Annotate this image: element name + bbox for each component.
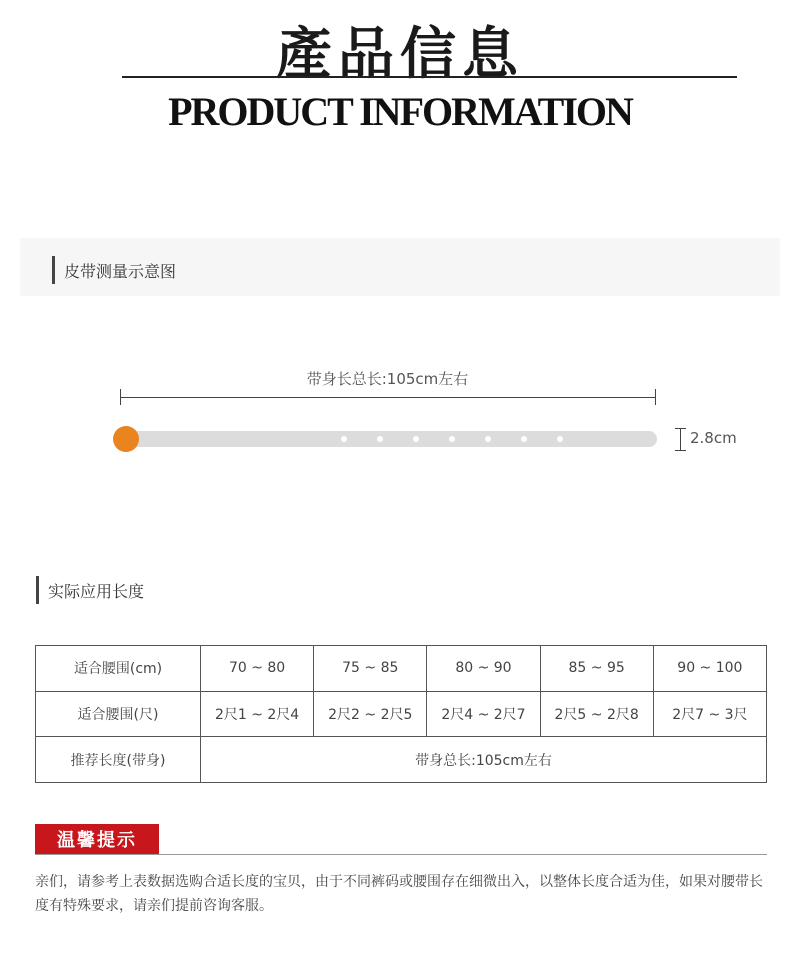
belt-hole bbox=[413, 436, 419, 442]
width-tick-top bbox=[675, 428, 686, 429]
size-section-heading bbox=[36, 576, 144, 604]
table-cell: 85 ~ 95 bbox=[540, 646, 653, 692]
tip-divider bbox=[35, 854, 767, 855]
belt-hole bbox=[341, 436, 347, 442]
belt-hole bbox=[449, 436, 455, 442]
belt-strap bbox=[120, 431, 657, 447]
table-cell: 2尺2 ~ 2尺5 bbox=[314, 691, 427, 737]
table-cell: 90 ~ 100 bbox=[653, 646, 766, 692]
belt-buckle bbox=[113, 426, 139, 452]
table-cell: 2尺5 ~ 2尺8 bbox=[540, 691, 653, 737]
tip-text: 亲们，请参考上表数据选购合适长度的宝贝，由于不同裤码或腰围存在细微出入，以整体长度合适为佳，如果对腰带长度有特殊要求，请亲们提前咨询客服。 bbox=[35, 874, 763, 914]
belt-hole bbox=[377, 436, 383, 442]
table-cell: 70 ~ 80 bbox=[201, 646, 314, 692]
belt-hole bbox=[485, 436, 491, 442]
page-title-cn: 產品信息 bbox=[276, 21, 524, 87]
width-dimension-line bbox=[680, 428, 681, 450]
table-cell: 2尺1 ~ 2尺4 bbox=[201, 691, 314, 737]
length-dimension-line bbox=[120, 397, 655, 398]
title-divider bbox=[122, 76, 737, 78]
page-title-en: PRODUCT INFORMATION bbox=[168, 89, 632, 134]
row-label: 推荐长度(带身) bbox=[36, 737, 201, 783]
belt-length-label: 带身长总长:105cm左右 bbox=[306, 370, 469, 388]
length-tick-left bbox=[120, 389, 121, 405]
heading-marker bbox=[52, 256, 55, 284]
size-heading-text: 实际应用长度 bbox=[48, 581, 145, 601]
table-row bbox=[36, 646, 767, 692]
length-tick-right bbox=[655, 389, 656, 405]
size-table bbox=[35, 645, 767, 783]
table-cell: 80 ~ 90 bbox=[427, 646, 540, 692]
heading-marker bbox=[36, 576, 39, 604]
table-row bbox=[36, 691, 767, 737]
diagram-heading-text: 皮带测量示意图 bbox=[64, 261, 177, 281]
belt-hole bbox=[557, 436, 563, 442]
belt-hole bbox=[521, 436, 527, 442]
row-label: 适合腰围(cm) bbox=[36, 646, 201, 692]
table-cell: 2尺4 ~ 2尺7 bbox=[427, 691, 540, 737]
tip-badge: 温馨提示 bbox=[35, 824, 159, 854]
width-tick-bottom bbox=[675, 450, 686, 451]
merged-cell: 带身总长:105cm左右 bbox=[201, 737, 767, 783]
diagram-section-heading bbox=[52, 256, 176, 284]
row-label: 适合腰围(尺) bbox=[36, 691, 201, 737]
table-cell: 75 ~ 85 bbox=[314, 646, 427, 692]
belt-width-label: 2.8cm bbox=[690, 429, 737, 447]
table-cell: 2尺7 ~ 3尺 bbox=[653, 691, 766, 737]
table-row bbox=[36, 737, 767, 783]
